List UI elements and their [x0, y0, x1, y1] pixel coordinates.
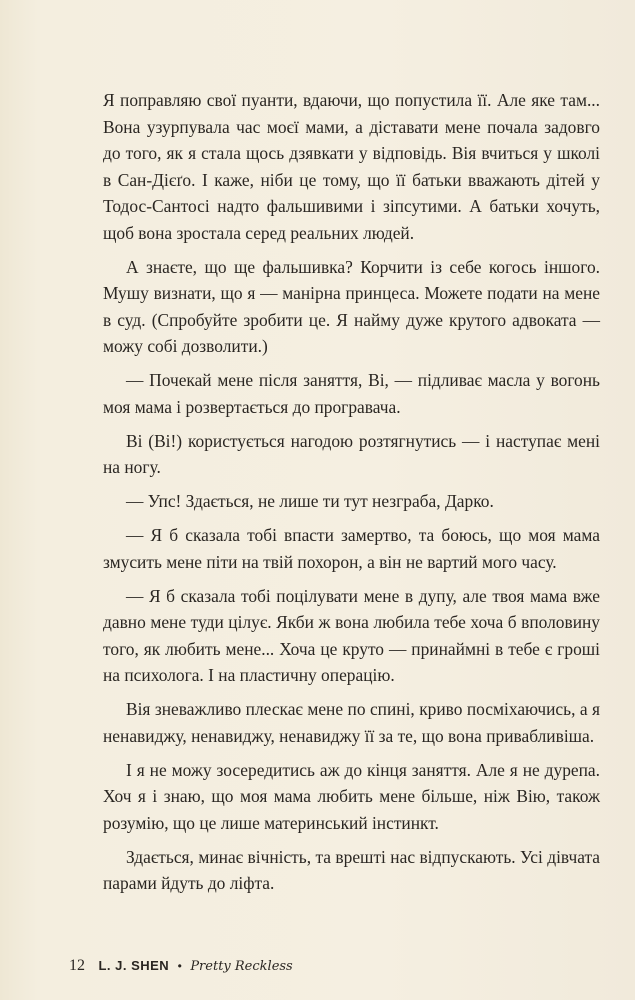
- footer-separator: •: [177, 959, 182, 973]
- paragraph: — Упс! Здається, не лише ти тут незграба, Дарко.: [126, 491, 494, 511]
- page-number: 12: [69, 957, 85, 974]
- running-title: Pretty Reckless: [190, 959, 293, 974]
- paragraph: Вія зневажливо плескає мене по спині, криво посміхаючись, а я ненавиджу, ненавиджу, ненавиджу її за те, що вона привабливіша.: [103, 699, 600, 746]
- paragraph: — Почекай мене після заняття, Ві, — підливає масла у вогонь моя мама і розвертається до програвача.: [103, 370, 600, 417]
- paragraph: — Я б сказала тобі впасти замертво, та боюсь, що моя мама змусить мене піти на твій похорон, а він не вартий мого часу.: [103, 525, 600, 572]
- paragraph: — Я б сказала тобі поцілувати мене в дупу, але твоя мама вже давно мене туди цілує. Якби ж вона любила тебе хоча б вполовину того, як любить мене... Хоча це круто — принаймні в тебе є гроші на психолога. І на пластичну операцію.: [103, 585, 600, 685]
- paragraph: А знаєте, що ще фальшивка? Корчити із себе когось іншого. Мушу визнати, що я — манірна принцеса. Можете подати на мене в суд. (Спробуйте зробити це. Я найму дуже крутого адвоката — можу собі дозволити.): [103, 256, 600, 356]
- body-text: [103, 87, 600, 897]
- paragraph: Ві (Ві!) користується нагодою розтягнутись — і наступає мені на ногу.: [103, 430, 600, 477]
- paragraph: Здається, минає вічність, та врешті нас відпускають. Усі дівчата парами йдуть до ліфта.: [103, 846, 600, 893]
- running-author: L. J. SHEN: [98, 958, 170, 973]
- page-footer: [69, 957, 293, 975]
- paragraph: Я поправляю свої пуанти, вдаючи, що попустила її. Але яке там... Вона узурпувала час моєї мами, а діставати мене почала задовго до того, як я стала щось дзявкати у відповідь. Вія вчиться у школі в Сан-Дієґо. І каже, ніби це тому, що її батьки вважають дітей у Тодос-Сантосі надто фальшивими і зіпсутими. А батьки хочуть, щоб вона зростала серед реальних людей.: [103, 90, 600, 243]
- paragraph: І я не можу зосередитись аж до кінця заняття. Але я не дурепа. Хоч я і знаю, що моя мама любить мене більше, ніж Вію, також розумію, що це лише материнський інстинкт.: [103, 759, 600, 833]
